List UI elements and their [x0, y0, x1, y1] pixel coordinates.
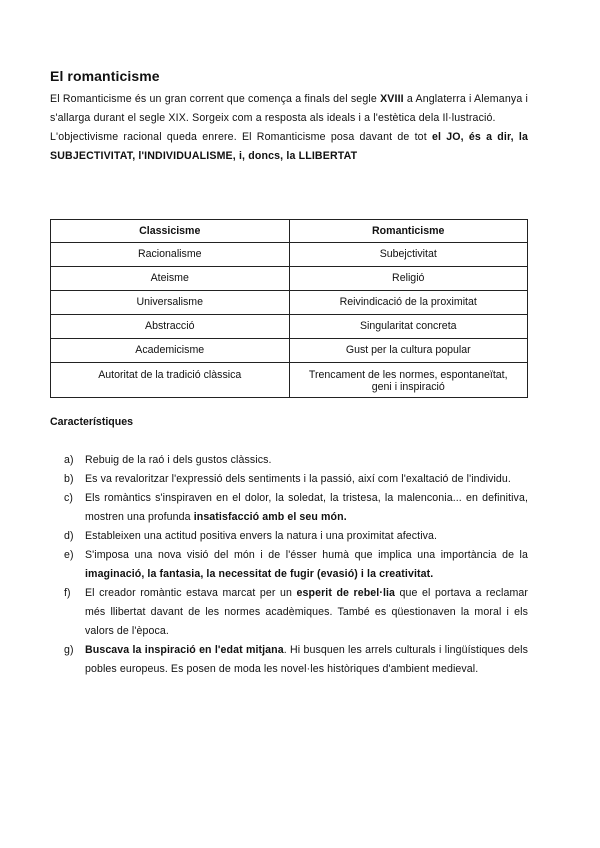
- item-text: Els romàntics s'inspiraven en el dolor, la soledat, la tristesa, la malenconia... en definitiva, mostren una profunda: [85, 492, 528, 523]
- intro-p2-bold: el JO, és a dir, la SUBJECTIVITAT, l'INDIVIDUALISME, i, doncs, la LLIBERTAT: [50, 131, 528, 162]
- table-row: [51, 363, 528, 398]
- list-item: [64, 584, 528, 641]
- table-row: [51, 267, 528, 291]
- table-cell: Autoritat de la tradició clàssica: [51, 363, 290, 398]
- intro-paragraph-1: [50, 90, 528, 128]
- list-marker: c): [64, 492, 74, 504]
- item-bold: Buscava la inspiració en l'edat mitjana: [85, 644, 284, 656]
- list-item: [64, 489, 528, 527]
- table-cell: Abstracció: [51, 315, 290, 339]
- item-text: Estableixen una actitud positiva envers la natura i una proximitat afectiva.: [85, 530, 438, 542]
- table-cell: Singularitat concreta: [289, 315, 528, 339]
- item-text: S'imposa una nova visió del món i de l'ésser humà que implica una importància de la: [85, 549, 528, 561]
- characteristics-list: [64, 451, 528, 679]
- item-text-post: que el portava a reclamar més llibertat davant de les normes acadèmiques. També es qüestionaven la moral i els valors de l'època.: [85, 587, 528, 637]
- item-text: Rebuig de la raó i dels gustos clàssics.: [85, 454, 272, 466]
- table-header-row: [51, 220, 528, 243]
- list-item: [64, 641, 528, 679]
- table-row: [51, 243, 528, 267]
- item-text-post: . Hi busquen les arrels culturals i lingüístiques dels pobles europeus. Es posen de moda les novel·les històriques d'ambient medieval.: [85, 644, 528, 675]
- comparison-table: [50, 219, 528, 398]
- table-row: [51, 315, 528, 339]
- table-header-romanticisme: Romanticisme: [289, 220, 528, 243]
- intro-p1-bold: XVIII: [380, 93, 404, 105]
- table-cell: Trencament de les normes, espontaneïtat, geni i inspiració: [289, 363, 528, 398]
- table-cell: Racionalisme: [51, 243, 290, 267]
- intro-section: [50, 68, 528, 166]
- intro-p1-text: El Romanticisme és un gran corrent que comença a finals del segle: [50, 93, 381, 105]
- table-row: [51, 291, 528, 315]
- list-marker: a): [64, 454, 74, 466]
- table-cell: Universalisme: [51, 291, 290, 315]
- item-bold: imaginació, la fantasia, la necessitat de fugir (evasió) i la creativitat.: [85, 568, 434, 580]
- list-marker: f): [64, 587, 71, 599]
- list-item: [64, 527, 528, 546]
- characteristics-heading: Característiques: [50, 416, 134, 428]
- list-marker: e): [64, 549, 74, 561]
- list-item: [64, 451, 528, 470]
- item-text: Es va revaloritzar l'expressió dels sentiments i la passió, així com l'exaltació de l'individu.: [85, 473, 511, 485]
- table-cell: Subejctivitat: [289, 243, 528, 267]
- table-cell: Ateisme: [51, 267, 290, 291]
- page-title: El romanticisme: [50, 68, 160, 84]
- intro-p2-text: L'objectivisme racional queda enrere. El Romanticisme posa davant de tot: [50, 131, 432, 143]
- item-bold: esperit de rebel·lia: [296, 587, 396, 599]
- list-item: [64, 546, 528, 584]
- table-row: [51, 339, 528, 363]
- table-cell: Gust per la cultura popular: [289, 339, 528, 363]
- table-cell: Reivindicació de la proximitat: [289, 291, 528, 315]
- table-header-classicisme: Classicisme: [51, 220, 290, 243]
- list-marker: d): [64, 530, 74, 542]
- table-cell: Religió: [289, 267, 528, 291]
- intro-paragraph-2: [50, 128, 528, 166]
- list-marker: b): [64, 473, 74, 485]
- item-text: El creador romàntic estava marcat per un: [85, 587, 297, 599]
- intro-p1-rest: a Anglaterra i Alemanya i s'allarga durant el segle XIX. Sorgeix com a resposta als ideals i a l'estètica dela Il·lustració.: [50, 93, 528, 124]
- list-item: [64, 470, 528, 489]
- item-bold: insatisfacció amb el seu món.: [193, 511, 347, 523]
- list-marker: g): [64, 644, 74, 656]
- table-cell: Academicisme: [51, 339, 290, 363]
